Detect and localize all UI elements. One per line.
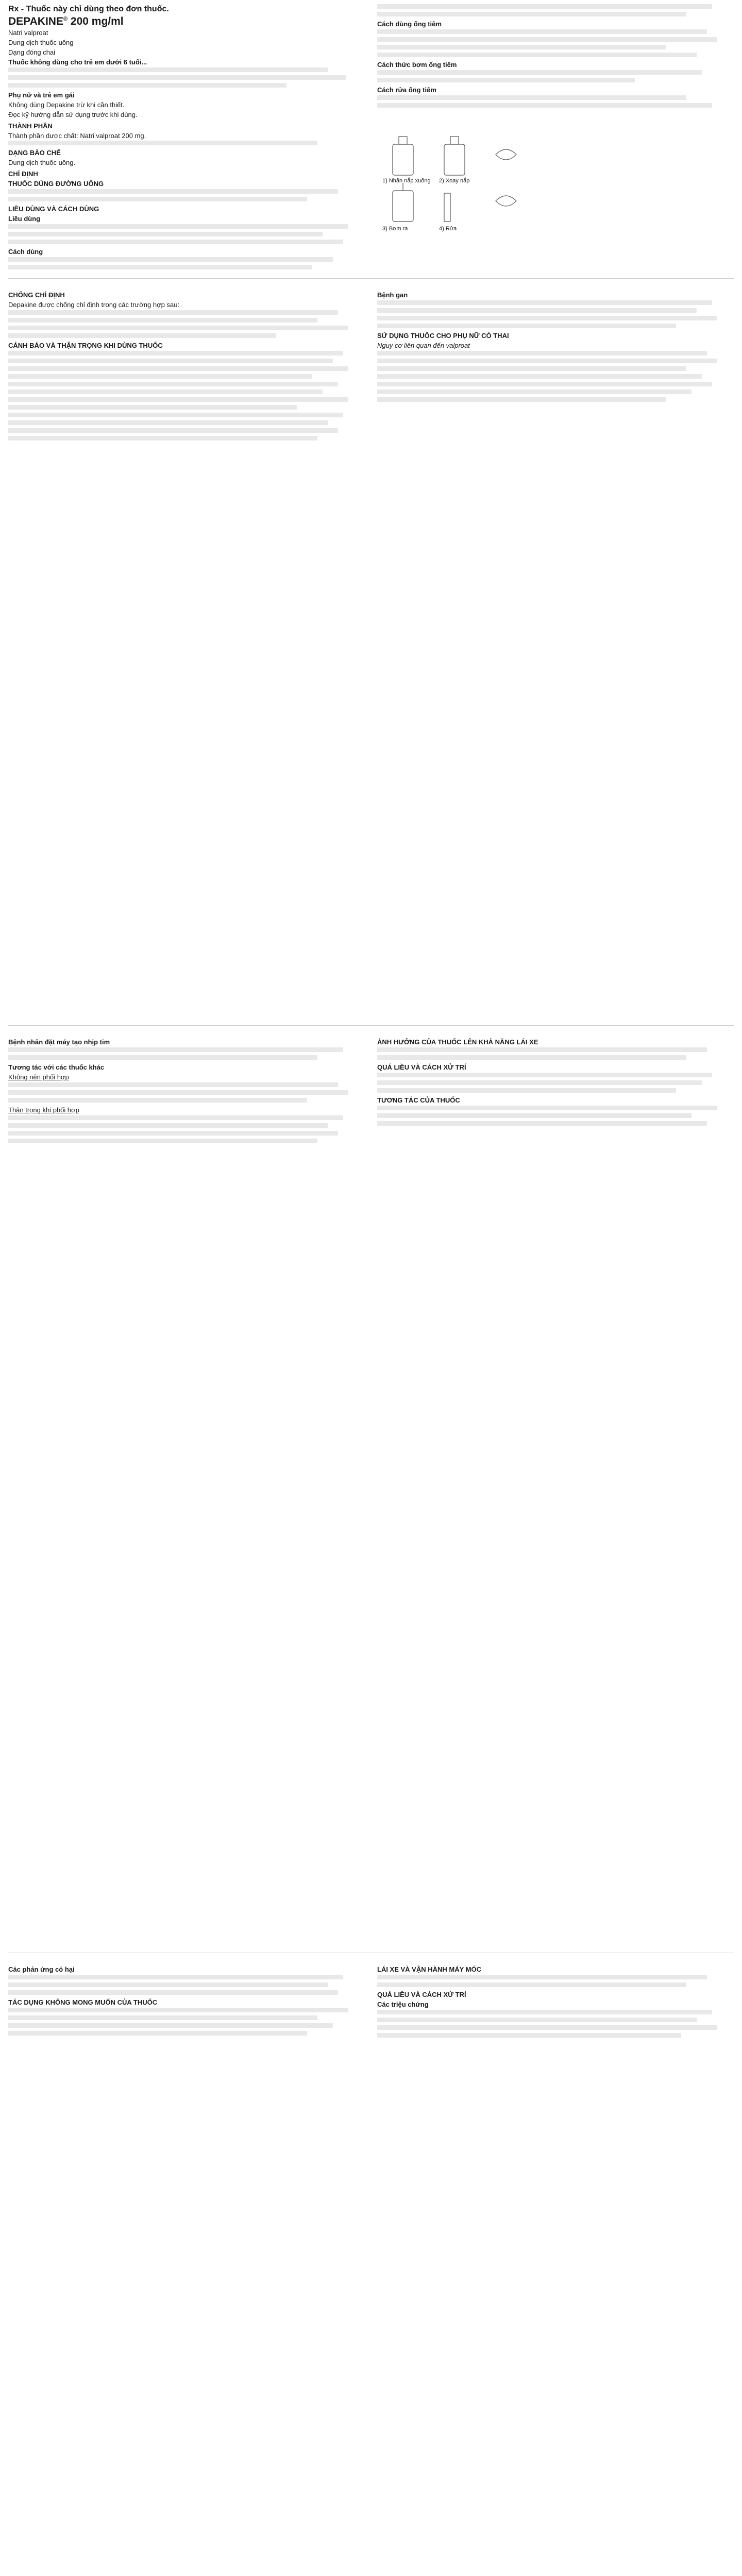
heading-chi-dinh: CHỈ ĐỊNH xyxy=(8,170,38,178)
section-4-left-column xyxy=(8,1963,356,2576)
warning-line: Thuốc không dùng cho trẻ em dưới 6 tuổi... xyxy=(8,58,147,66)
syringe-illustration xyxy=(377,134,563,237)
text-line: Dung dịch thuốc uống. xyxy=(8,159,76,167)
heading-lai-xe: ẢNH HƯỞNG CỦA THUỐC LÊN KHẢ NĂNG LÁI XE xyxy=(377,1038,538,1046)
text-line: Thành phần dược chất: Natri valproat 200 mg. xyxy=(8,131,146,140)
heading-tuong-tac: Tương tác với các thuốc khác xyxy=(8,1063,105,1071)
caption-3: 3) Bơm ra xyxy=(382,226,408,232)
text-line: Các triệu chứng xyxy=(377,2000,429,2008)
section-3-left-column xyxy=(8,1036,356,1757)
text-line: Liều dùng xyxy=(8,215,41,223)
heading-thanh-phan: THÀNH PHẦN xyxy=(8,122,53,130)
heading-benh-gan: Bệnh gan xyxy=(377,291,408,299)
heading-qua-lieu: QUÁ LIỀU VÀ CÁCH XỬ TRÍ xyxy=(377,1063,466,1071)
heading-cach-rua: Cách rửa ống tiêm xyxy=(377,86,436,94)
section-1-right-column xyxy=(377,4,725,133)
syringe-figure xyxy=(377,134,563,237)
text-line: Nguy cơ liên quan đến valproat xyxy=(377,341,470,349)
heading-cach-thuc-bom: Cách thức bơm ống tiêm xyxy=(377,60,457,69)
section-1-left-column xyxy=(8,4,356,256)
text-line: Cách dùng xyxy=(8,248,43,256)
heading-tac-dung-khong-mong-muon: TÁC DỤNG KHÔNG MONG MUỐN CỦA THUỐC xyxy=(8,1998,158,2006)
heading-chong-chi-dinh: CHỐNG CHỈ ĐỊNH xyxy=(8,291,65,299)
text-line: Đọc kỹ hướng dẫn sử dụng trước khi dùng. xyxy=(8,110,138,118)
bottle-1-icon xyxy=(393,144,413,175)
cap-1-icon xyxy=(399,137,407,144)
text-line: Thận trọng khi phối hợp xyxy=(8,1106,79,1114)
heading-may-tao-nhip: Bệnh nhân đặt máy tạo nhịp tim xyxy=(8,1038,110,1046)
heading: Phụ nữ và trẻ em gái xyxy=(8,91,75,99)
cap-2-icon xyxy=(450,137,459,144)
rx-note: Rx - Thuốc này chỉ dùng theo đơn thuốc. xyxy=(8,5,169,13)
section-2-left-column xyxy=(8,289,356,711)
heading-cach-dung-ong-tiem: Cách dùng ống tiêm xyxy=(377,20,442,28)
heading-phu-nu-co-thai: SỬ DỤNG THUỐC CHO PHỤ NỮ CÓ THAI xyxy=(377,331,509,340)
heading-qua-lieu-xu-tri: QUÁ LIỀU VÀ CÁCH XỬ TRÍ xyxy=(377,1990,466,1998)
heading-canh-bao: CẢNH BÁO VÀ THẬN TRỌNG KHI DÙNG THUỐC xyxy=(8,341,163,349)
caption-1: 1) Nhấn nắp xuống xyxy=(382,178,431,184)
bottle-2-icon xyxy=(444,144,465,175)
section-2-right-column xyxy=(377,289,725,711)
section-divider xyxy=(8,1025,734,1026)
syringe-icon xyxy=(444,193,450,222)
subtitle: Natri valproat xyxy=(8,29,48,37)
hand-icon xyxy=(496,196,516,206)
text-line: Depakine được chống chỉ định trong các trường hợp sau: xyxy=(8,300,180,309)
hand-icon xyxy=(496,149,516,160)
text-line: THUỐC DÙNG ĐƯỜNG UỐNG xyxy=(8,180,104,188)
section-divider xyxy=(8,278,734,279)
text-line: Không nên phối hợp xyxy=(8,1073,69,1081)
section-4-right-column xyxy=(377,1963,725,2576)
bottle-3-icon xyxy=(393,191,413,222)
heading-lieu-dung: LIỀU DÙNG VÀ CÁCH DÙNG xyxy=(8,205,99,213)
text-line: Không dùng Depakine trừ khi cần thiết. xyxy=(8,100,125,109)
caption-2: 2) Xoay nắp xyxy=(439,178,470,184)
packaging-form: Dạng đóng chai xyxy=(8,48,56,56)
section-3-right-column xyxy=(377,1036,725,1757)
product-title: DEPAKINE® 200 mg/ml xyxy=(8,15,124,27)
dosage-form: Dung dịch thuốc uống xyxy=(8,38,74,46)
heading-lai-xe-van-hanh: LÁI XE VÀ VẬN HÀNH MÁY MÓC xyxy=(377,1965,481,1973)
heading-phan-ung-co-hai: Các phản ứng có hại xyxy=(8,1965,75,1973)
heading-tuong-tac-thuoc: TƯƠNG TÁC CỦA THUỐC xyxy=(377,1096,460,1104)
caption-4: 4) Rửa xyxy=(439,226,457,232)
heading-dang-bao-che: DẠNG BÀO CHẾ xyxy=(8,149,61,157)
